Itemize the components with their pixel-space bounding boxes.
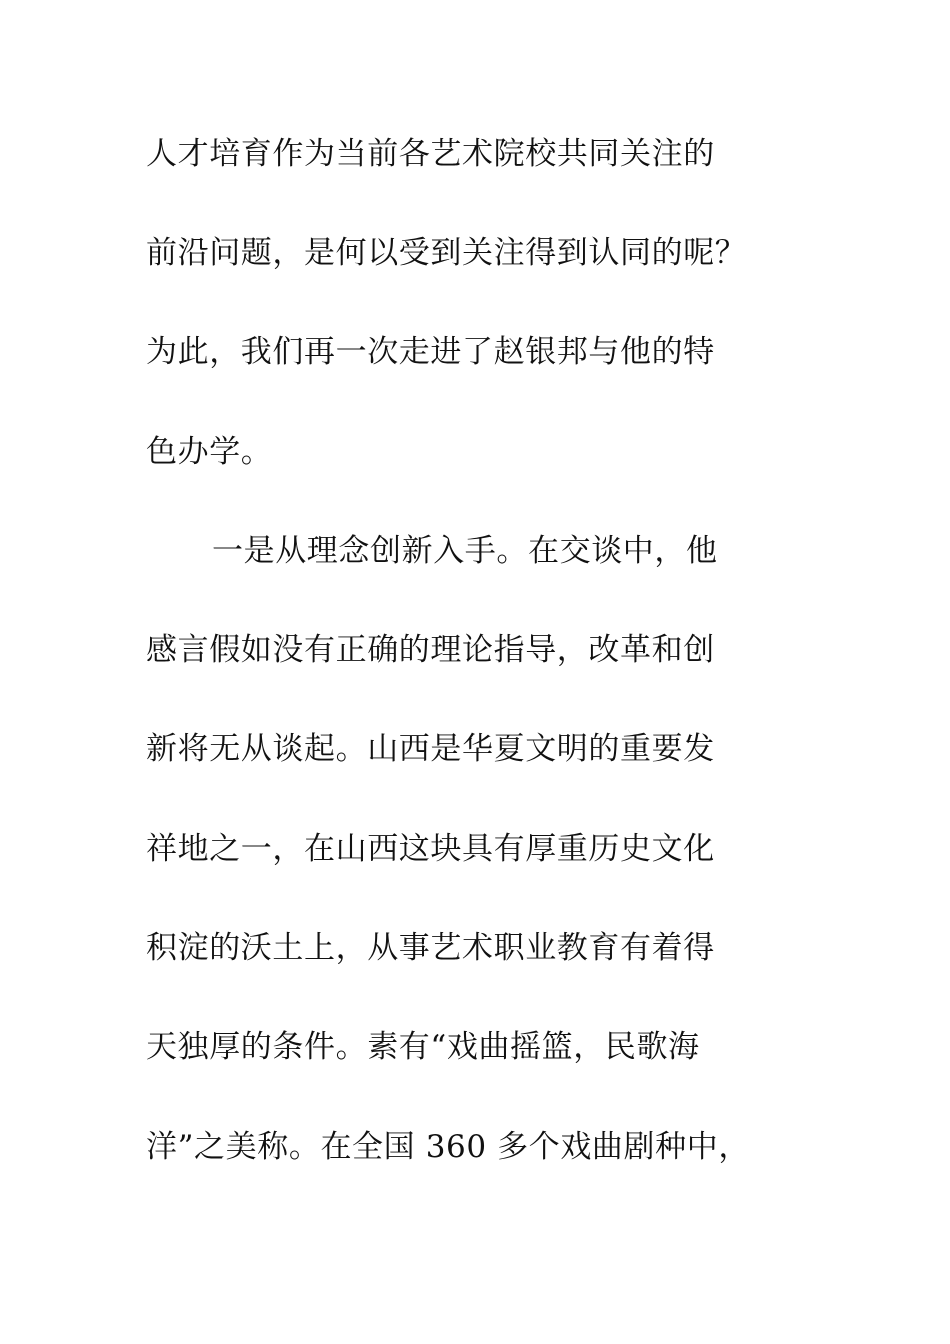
text-line: 为此，我们再一次走进了赵银邦与他的特	[146, 334, 715, 370]
text-line: 感言假如没有正确的理论指导，改革和创	[146, 632, 715, 668]
text-line: 人才培育作为当前各艺术院校共同关注的	[146, 136, 715, 172]
text-line: 新将无从谈起。山西是华夏文明的重要发	[146, 731, 715, 767]
text-line: 洋”之美称。在全国 360 多个戏曲剧种中，	[146, 1129, 750, 1165]
text-line: 色办学。	[146, 434, 273, 470]
text-line: 祥地之一，在山西这块具有厚重历史文化	[146, 831, 715, 867]
paragraph-first-line: 一是从理念创新入手。在交谈中，他	[212, 533, 718, 569]
text-line: 天独厚的条件。素有“戏曲摇篮，民歌海	[146, 1029, 700, 1065]
text-line: 积淀的沃土上，从事艺术职业教育有着得	[146, 930, 715, 966]
text-line: 前沿问题，是何以受到关注得到认同的呢？	[146, 235, 747, 271]
